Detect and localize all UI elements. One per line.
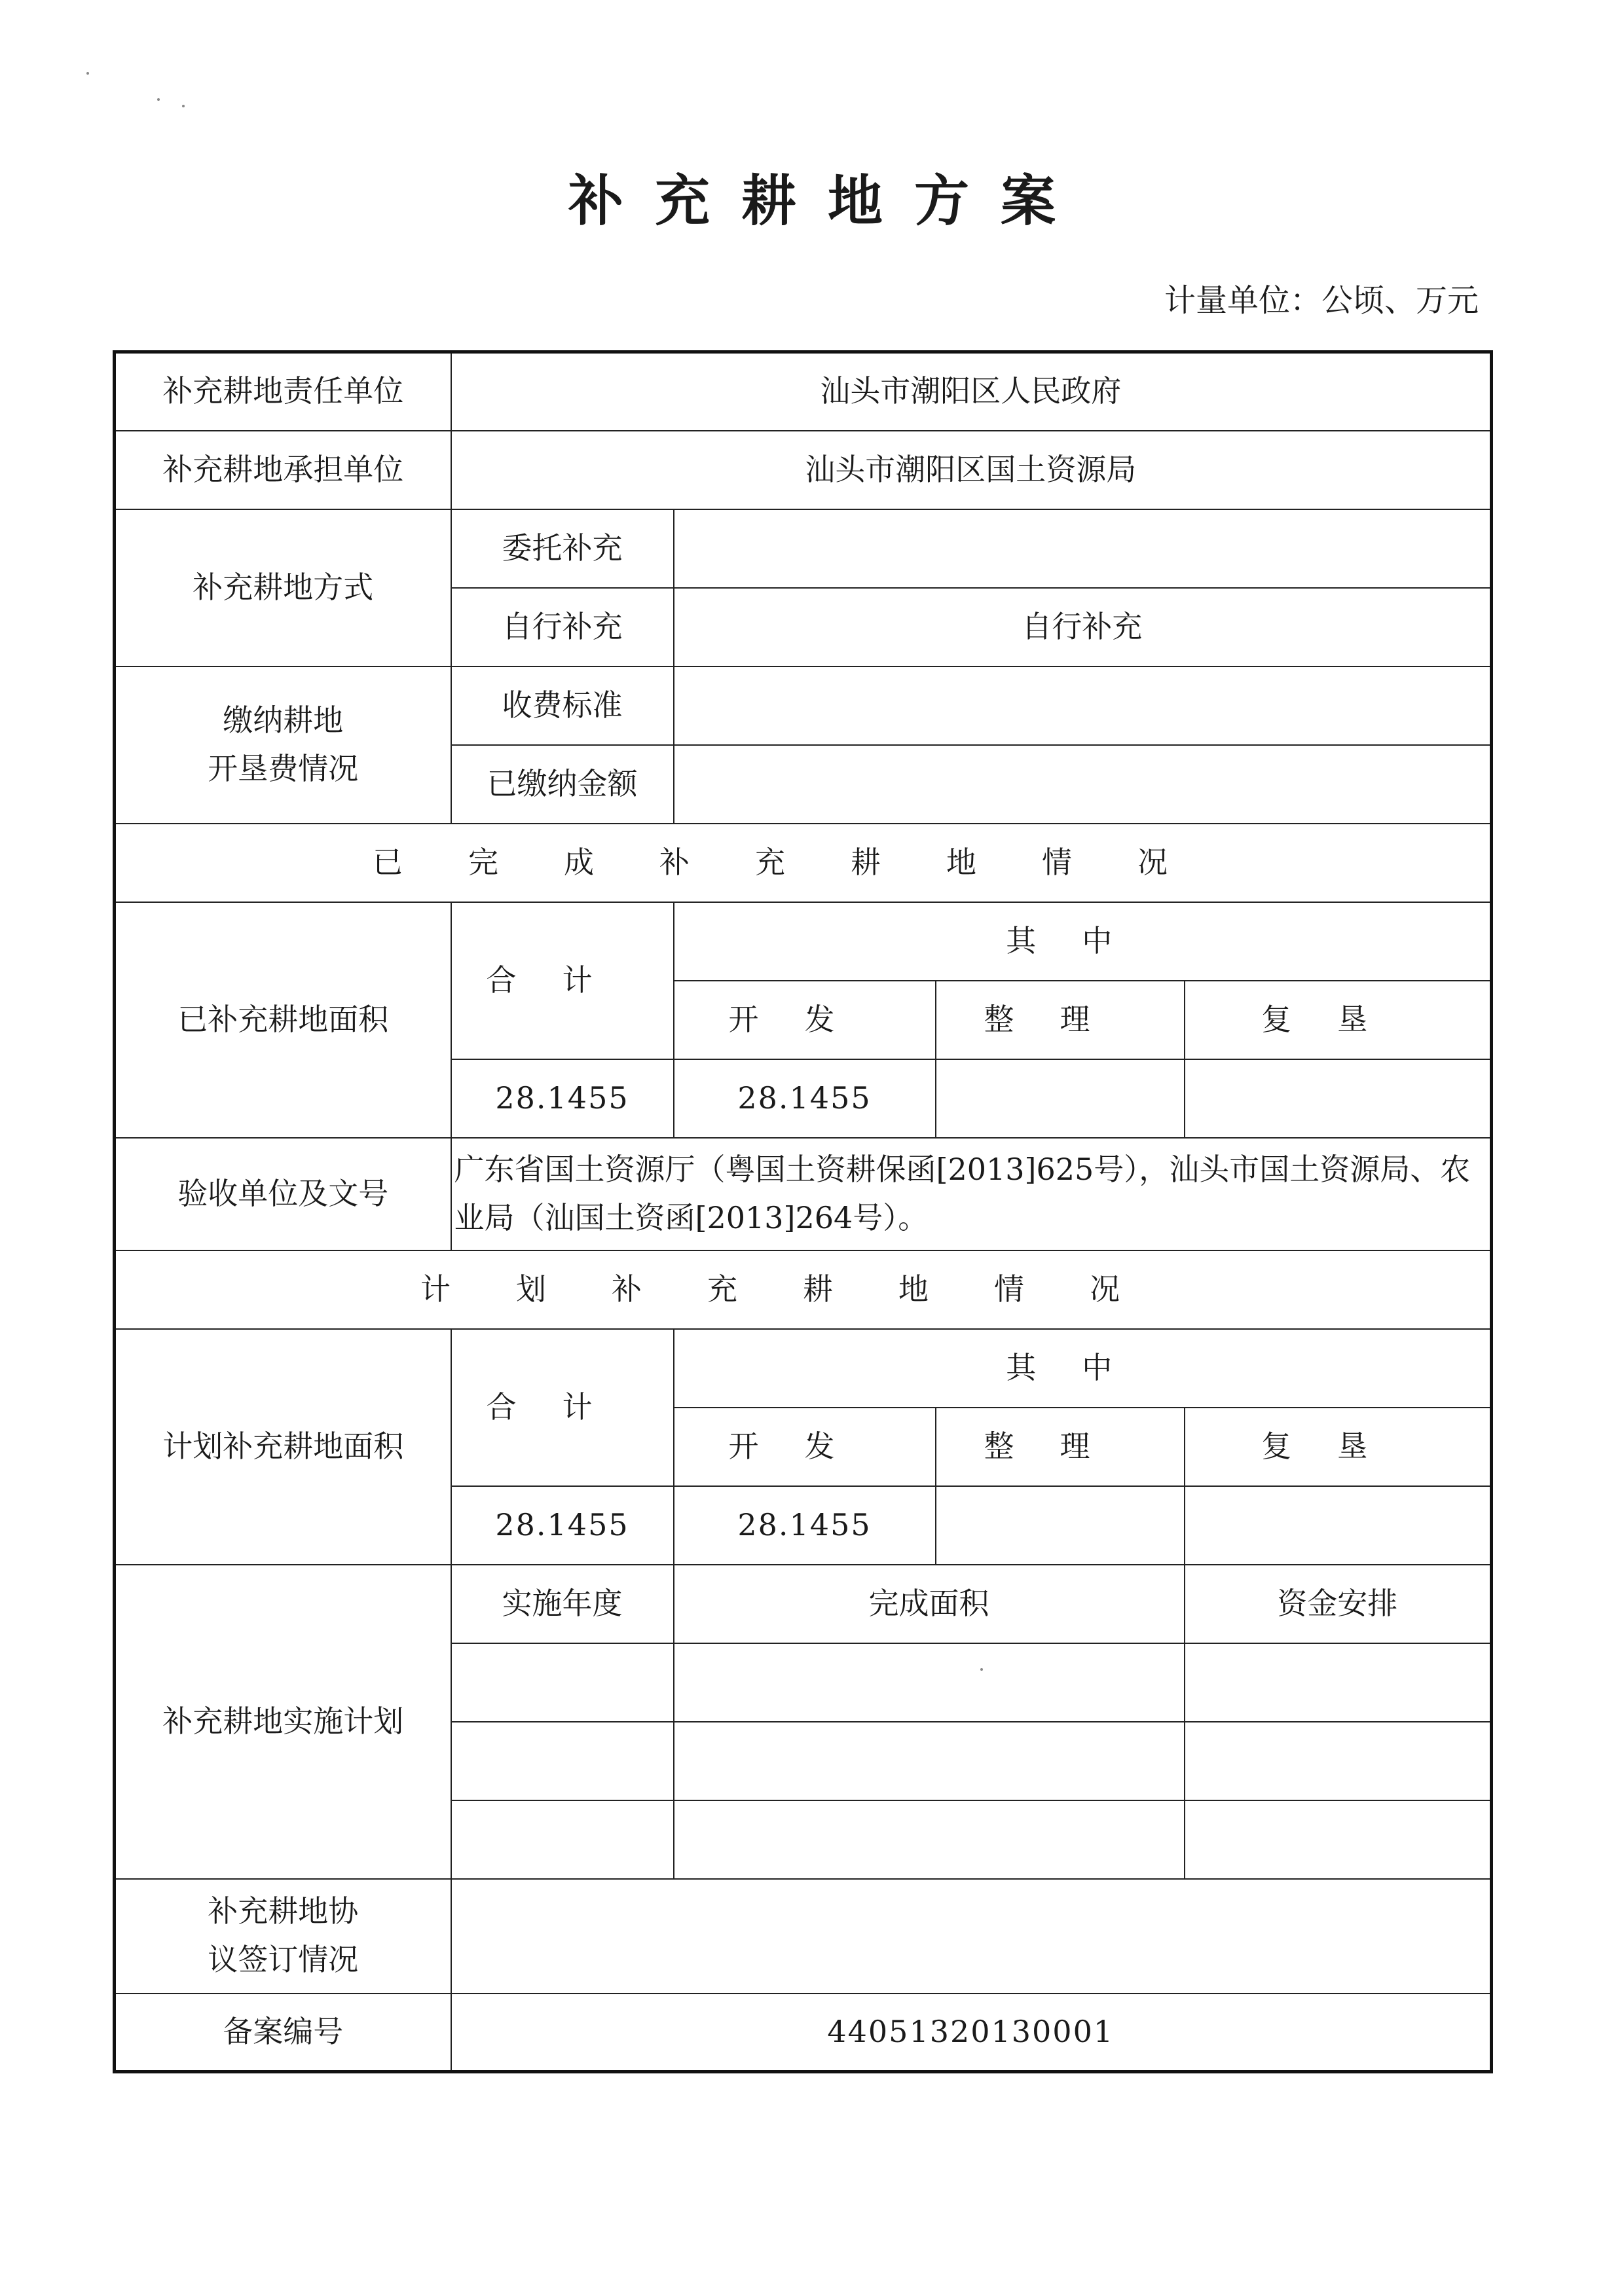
- acceptance-row: [115, 1138, 1492, 1250]
- impl-funds-cell: [1185, 1643, 1492, 1722]
- impl-year-cell: [451, 1800, 674, 1879]
- completed-rec-label: 复垦: [1185, 981, 1492, 1059]
- planned-section-heading: 计划补充耕地情况: [115, 1250, 1492, 1329]
- responsible-unit-row: [115, 352, 1492, 431]
- entrusted-label: 委托补充: [451, 509, 674, 588]
- acceptance-label: 验收单位及文号: [115, 1138, 451, 1250]
- method-label: 补充耕地方式: [115, 509, 451, 666]
- fee-label-line2: 开垦费情况: [208, 750, 359, 786]
- impl-header-year: 实施年度: [451, 1565, 674, 1643]
- planned-rec-value: [1185, 1486, 1492, 1565]
- agreement-value: [451, 1879, 1492, 1994]
- implementation-label: 补充耕地实施计划: [115, 1565, 451, 1879]
- agreement-row: [115, 1879, 1492, 1994]
- planned-dev-value: 28.1455: [674, 1486, 936, 1565]
- record-row: [115, 1994, 1492, 2072]
- undertaking-unit-row: [115, 431, 1492, 509]
- fee-label-line1: 缴纳耕地: [223, 702, 344, 738]
- scan-speck: [182, 105, 185, 107]
- record-value: 44051320130001: [451, 1994, 1492, 2072]
- fee-standard-row: [115, 666, 1492, 745]
- method-entrusted-row: [115, 509, 1492, 588]
- planned-total-label: 合计: [451, 1329, 674, 1486]
- planned-arr-label: 整理: [936, 1408, 1185, 1486]
- impl-area-cell: [674, 1800, 1185, 1879]
- undertaking-unit-label: 补充耕地承担单位: [115, 431, 451, 509]
- completed-dev-label: 开发: [674, 981, 936, 1059]
- page-title: 补充耕地方案: [568, 169, 1087, 233]
- fee-paid-label: 已缴纳金额: [451, 745, 674, 824]
- completed-section-heading: 已完成补充耕地情况: [115, 824, 1492, 902]
- fee-label: [115, 666, 451, 824]
- planned-among-label: 其中: [674, 1329, 1492, 1408]
- planned-section-row: [115, 1250, 1492, 1329]
- impl-year-cell: [451, 1722, 674, 1800]
- impl-funds-cell: [1185, 1800, 1492, 1879]
- planned-dev-label: 开发: [674, 1408, 936, 1486]
- planned-header-row: [115, 1329, 1492, 1408]
- completed-rec-value: [1185, 1059, 1492, 1138]
- planned-area-label: 计划补充耕地面积: [115, 1329, 451, 1565]
- responsible-unit-label: 补充耕地责任单位: [115, 352, 451, 431]
- completed-arr-label: 整理: [936, 981, 1185, 1059]
- acceptance-value: 广东省国土资源厅（粤国土资耕保函[2013]625号），汕头市国土资源局、农业局（汕国土资函[2013]264号）。: [451, 1138, 1492, 1250]
- scan-speck: [86, 72, 89, 75]
- plan-table: [113, 350, 1493, 2073]
- undertaking-unit-value: 汕头市潮阳区国土资源局: [451, 431, 1492, 509]
- planned-rec-label: 复垦: [1185, 1408, 1492, 1486]
- completed-dev-value: 28.1455: [674, 1059, 936, 1138]
- agreement-label-line1: 补充耕地协: [208, 1893, 359, 1929]
- impl-year-cell: [451, 1643, 674, 1722]
- implementation-header-row: [115, 1565, 1492, 1643]
- impl-header-area: 完成面积: [674, 1565, 1185, 1643]
- agreement-label: [115, 1879, 451, 1994]
- record-label: 备案编号: [115, 1994, 451, 2072]
- agreement-label-line2: 议签订情况: [208, 1942, 359, 1977]
- completed-section-row: [115, 824, 1492, 902]
- completed-header-row: [115, 902, 1492, 981]
- impl-area-cell: [674, 1643, 1185, 1722]
- impl-area-cell: [674, 1722, 1185, 1800]
- scan-speck: [157, 98, 160, 101]
- self-label: 自行补充: [451, 588, 674, 666]
- completed-area-label: 已补充耕地面积: [115, 902, 451, 1138]
- impl-funds-cell: [1185, 1722, 1492, 1800]
- entrusted-value: [674, 509, 1492, 588]
- fee-standard-value: [674, 666, 1492, 745]
- fee-standard-label: 收费标准: [451, 666, 674, 745]
- completed-total-value: 28.1455: [451, 1059, 674, 1138]
- planned-total-value: 28.1455: [451, 1486, 674, 1565]
- fee-paid-value: [674, 745, 1492, 824]
- responsible-unit-value: 汕头市潮阳区人民政府: [451, 352, 1492, 431]
- unit-note: 计量单位：公顷、万元: [1164, 282, 1479, 319]
- self-value: 自行补充: [674, 588, 1492, 666]
- completed-among-label: 其中: [674, 902, 1492, 981]
- impl-header-funds: 资金安排: [1185, 1565, 1492, 1643]
- planned-arr-value: [936, 1486, 1185, 1565]
- completed-total-label: 合计: [451, 902, 674, 1059]
- completed-arr-value: [936, 1059, 1185, 1138]
